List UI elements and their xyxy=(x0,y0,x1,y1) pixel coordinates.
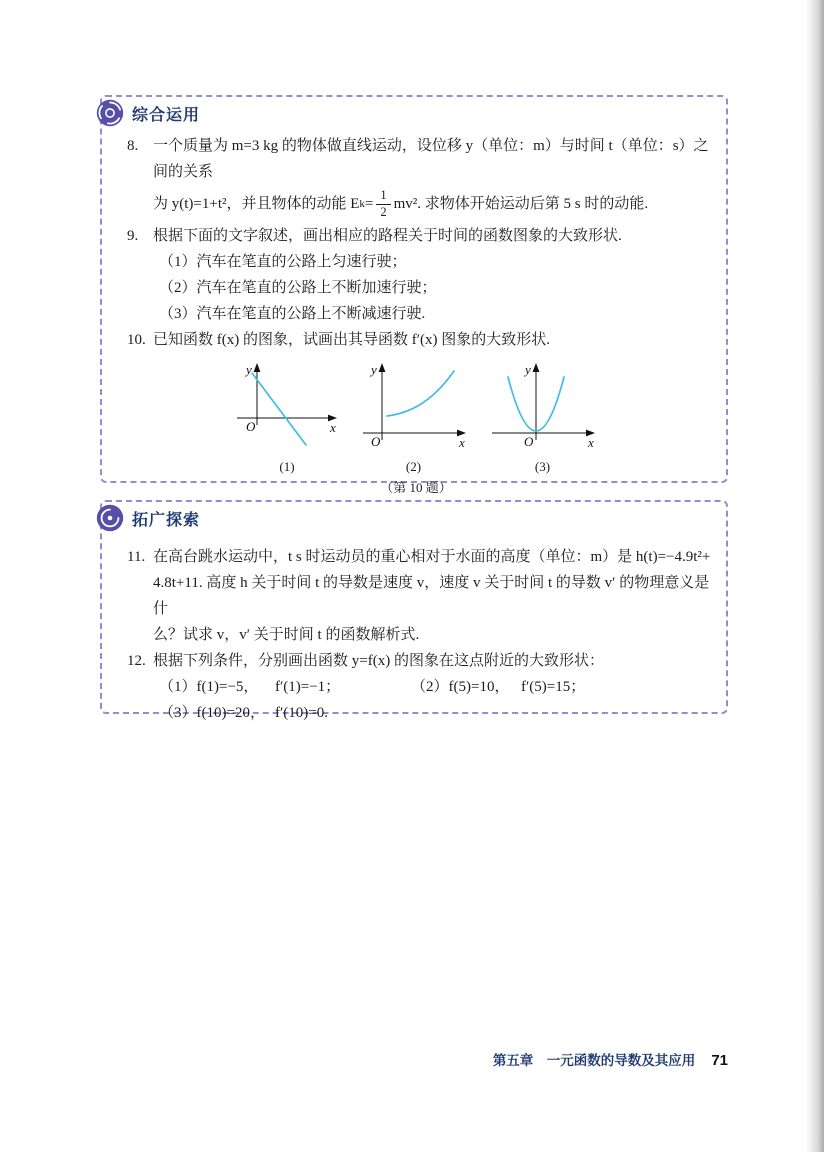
problem-number: 12. xyxy=(127,653,146,669)
spiral-badge-icon xyxy=(96,504,124,532)
y-axis-label: y xyxy=(525,363,531,377)
section-title: 综合运用 xyxy=(132,106,201,124)
problem-11-line1: 在高台跳水运动中，t s 时运动员的重心相对于水面的高度（单位：m）是 h(t)=−4.9t²+ xyxy=(153,549,711,565)
condition-2b: f′(5)=15； xyxy=(521,679,586,695)
graph-label-1: (1) xyxy=(279,459,295,474)
x-axis-label: x xyxy=(459,435,465,450)
problem-8-line2 xyxy=(153,185,712,223)
condition-1: （1）f(1)=−5， xyxy=(159,679,259,695)
problem-9-item-3: （3）汽车在笔直的公路上不断减速行驶. xyxy=(159,306,426,322)
graph-label-3: (3) xyxy=(534,459,551,474)
section-content xyxy=(102,502,726,726)
y-axis-label: y xyxy=(371,363,377,377)
section-header xyxy=(96,504,200,532)
origin-label: O xyxy=(246,419,256,434)
condition-3b: f′(10)=0. xyxy=(275,705,328,721)
problem-12-intro: 根据下列条件，分别画出函数 y=f(x) 的图象在这点附近的大致形状： xyxy=(153,653,604,669)
graph-increasing-convex-curve xyxy=(361,363,466,455)
graph-label-2: (2) xyxy=(405,459,422,474)
problem-12-row1 xyxy=(159,674,712,700)
y-axis-label: y xyxy=(246,363,252,377)
footer-page-number: 71 xyxy=(711,1052,728,1069)
problem-11 xyxy=(127,544,712,648)
pinwheel-badge-icon xyxy=(96,99,124,127)
problem-9-item-2: （2）汽车在笔直的公路上不断加速行驶； xyxy=(159,280,437,296)
problem-number: 9. xyxy=(127,228,139,244)
problem-10 xyxy=(127,327,712,353)
problem-11-line3: 么？试求 v，v′ 关于时间 t 的函数解析式. xyxy=(153,627,420,643)
section-header xyxy=(96,99,200,127)
origin-label: O xyxy=(524,434,534,449)
graph-parabola xyxy=(490,363,595,455)
problem-9-intro: 根据下面的文字叙述，画出相应的路程关于时间的函数图象的大致形状. xyxy=(153,228,622,244)
problem-9 xyxy=(127,223,712,327)
graph-decreasing-line xyxy=(237,363,337,455)
curve-exponential xyxy=(387,371,454,416)
fraction-one-half: $\frac{1}{2}$ xyxy=(376,189,390,218)
problem-10-text: 已知函数 f(x) 的图象，试画出其导函数 f′(x) 图象的大致形状. xyxy=(153,332,551,348)
condition-3: （3）f(10)=20， xyxy=(159,705,265,721)
problem-8 xyxy=(127,133,712,223)
formula-text: mv². 求物体开始运动后第 5 s 时的动能. xyxy=(393,196,649,212)
formula-text: 为 y(t)=1+t²，并且物体的动能 E xyxy=(153,196,360,212)
figure-caption: （第 10 题） xyxy=(380,480,452,495)
x-axis-label: x xyxy=(330,420,336,435)
origin-label: O xyxy=(371,434,381,449)
problem-11-line2: 4.8t+11. 高度 h 关于时间 t 的导数是速度 v，速度 v 关于时间 t 的导数 v′ 的物理意义是什 xyxy=(153,575,710,617)
condition-2: （2）f(5)=10， xyxy=(411,679,510,695)
x-axis-label: x xyxy=(588,435,594,450)
figure-problem-10 xyxy=(127,363,712,497)
problem-number: 8. xyxy=(127,138,139,154)
subscript-k: k xyxy=(359,198,365,210)
problem-9-item-1: （1）汽车在笔直的公路上匀速行驶； xyxy=(159,254,407,270)
section-content xyxy=(102,97,726,497)
section-comprehensive-application xyxy=(100,95,728,495)
graph-labels xyxy=(237,459,712,475)
condition-1b: f′(1)=−1； xyxy=(275,679,341,695)
section-title: 拓广探索 xyxy=(132,511,201,529)
problem-number: 11. xyxy=(127,549,146,565)
problem-number: 10. xyxy=(127,332,146,348)
equals-sign: = xyxy=(364,196,374,212)
page-right-edge-shadow xyxy=(806,0,824,1152)
footer-chapter-title: 第五章 一元函数的导数及其应用 xyxy=(492,1053,696,1068)
problem-12-row2 xyxy=(159,700,712,726)
curve-line xyxy=(252,373,306,445)
section-extended-exploration xyxy=(100,500,728,721)
problem-12 xyxy=(127,648,712,726)
problem-8-line1: 一个质量为 m=3 kg 的物体做直线运动，设位移 y（单位：m）与时间 t（单位：s）之间的关系 xyxy=(153,138,709,180)
page-footer xyxy=(493,1049,728,1069)
